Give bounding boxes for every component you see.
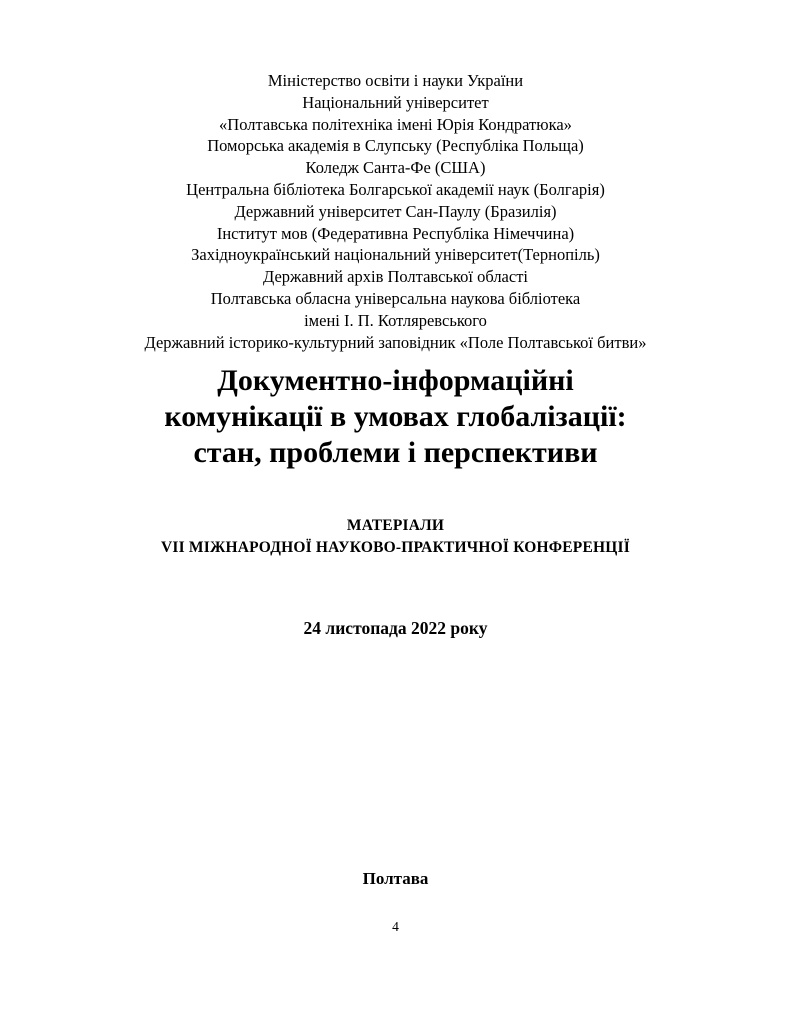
institution-line: Державний університет Сан-Паулу (Бразилія) bbox=[234, 201, 557, 221]
institution-line: Державний історико-культурний заповідник «Поле Полтавської битви» bbox=[144, 332, 647, 352]
subtitle-line: МАТЕРІАЛИ bbox=[346, 517, 445, 534]
institution-line: Міністерство освіти і науки України bbox=[267, 71, 524, 90]
institution-line: Національний університет bbox=[302, 92, 489, 112]
city-name: Полтава bbox=[362, 869, 429, 888]
materials-subtitle bbox=[0, 515, 791, 558]
title-line: стан, проблеми і перспективи bbox=[193, 436, 598, 469]
institutions-header bbox=[0, 70, 791, 353]
page-number: 4 bbox=[392, 919, 399, 934]
institution-line: Полтавська обласна універсальна наукова бібліотека bbox=[210, 288, 581, 308]
institution-line: Державний архів Полтавської області bbox=[263, 267, 528, 287]
conference-title bbox=[0, 363, 791, 471]
institution-line: Коледж Санта-Фе (США) bbox=[305, 158, 486, 178]
institution-line: «Полтавська політехніка імені Юрія Кондратюка» bbox=[219, 114, 572, 134]
institution-line: Центральна бібліотека Болгарської академії наук (Болгарія) bbox=[186, 179, 605, 199]
institution-line: імені І. П. Котляревського bbox=[304, 310, 487, 330]
conference-date: 24 листопада 2022 року bbox=[303, 618, 488, 638]
institution-line: Інститут мов (Федеративна Республіка Німеччина) bbox=[216, 223, 575, 243]
title-line: комунікації в умовах глобалізації: bbox=[164, 400, 627, 433]
institution-line: Поморська академія в Слупську (Республіка Польща) bbox=[207, 136, 584, 156]
subtitle-line: VII МІЖНАРОДНОЇ НАУКОВО-ПРАКТИЧНОЇ КОНФЕРЕНЦІЇ bbox=[160, 538, 630, 556]
title-line: Документно-інформаційні bbox=[217, 364, 574, 397]
institution-line: Західноукраїнський національний університет(Тернопіль) bbox=[191, 245, 600, 265]
